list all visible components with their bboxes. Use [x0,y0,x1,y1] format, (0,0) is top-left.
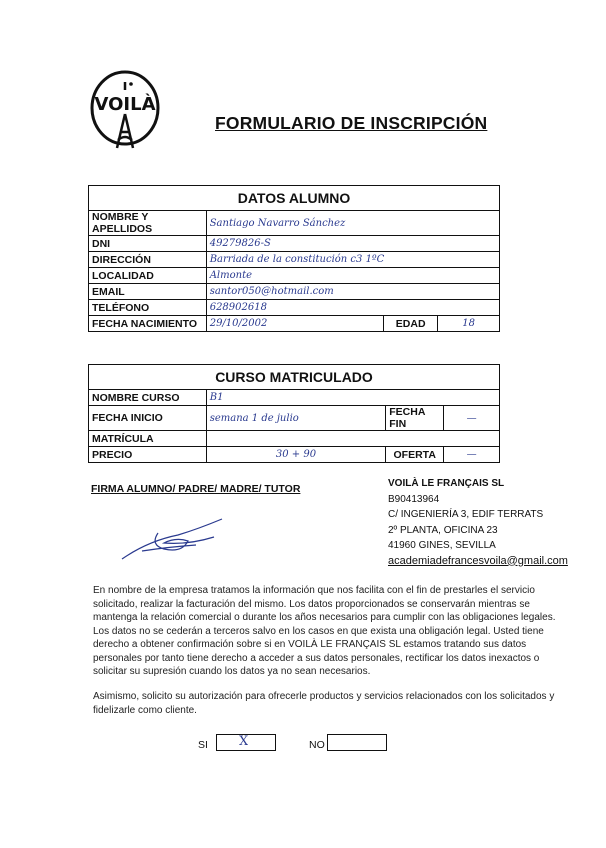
student-section-heading: DATOS ALUMNO [89,186,500,211]
field-value-dni[interactable]: 49279826-S [206,236,499,252]
privacy-paragraph: En nombre de la empresa tratamos la información que nos facilita con el fin de prestarles el servicio solicitado, realizar la facturación del mismo. Los datos proporcionados se conservarán mientras se mantenga la relación comercial o durante los años necesarios para cumplir con las obligaciones legales. Los datos no se cederán a terceros salvo en los casos en que exista una obligación legal. Usted tiene derecho a obtener confirmación sobre si en VOILÀ LE FRANÇAIS SL estamos tratando sus datos personales por tanto tiene derecho a acceder a sus datos personales, rectificar los datos inexactos o solicitar su supresión cuando los datos ya no sean necesarios. [93,585,556,677]
field-label-fecha-inicio: FECHA INICIO [89,406,207,431]
field-value-nombre[interactable]: Santiago Navarro Sánchez [206,211,499,236]
field-label-direccion: DIRECCIÓN [89,252,207,268]
consent-no-checkbox[interactable] [327,734,387,751]
field-label-fecha-fin: FECHA FIN [386,406,444,431]
company-address-2: 2º PLANTA, OFICINA 23 [388,524,498,536]
field-label-nombre: NOMBRE Y APELLIDOS [89,211,207,236]
field-value-localidad[interactable]: Almonte [206,268,499,284]
field-value-email[interactable]: santor050@hotmail.com [206,284,499,300]
field-value-telefono[interactable]: 628902618 [206,300,499,316]
student-data-table [88,185,500,332]
handwritten-signature[interactable] [118,515,230,563]
course-table [88,364,500,463]
field-label-dni: DNI [89,236,207,252]
field-value-edad[interactable]: 18 [438,316,500,332]
field-label-nombre-curso: NOMBRE CURSO [89,390,207,406]
field-value-nombre-curso[interactable]: B1 [206,390,499,406]
logo-text: VOILÀ [94,94,156,115]
company-email[interactable]: academiadefrancesvoila@gmail.com [388,554,568,567]
consent-yes-checkbox[interactable] [216,734,276,751]
field-label-precio: PRECIO [89,447,207,463]
field-label-oferta: OFERTA [386,447,444,463]
course-section-heading: CURSO MATRICULADO [89,365,500,390]
company-cif: B90413964 [388,493,440,505]
field-value-oferta[interactable]: — [444,447,500,463]
consent-yes-mark: X [239,734,249,749]
company-address-1: C/ INGENIERÍA 3, EDIF TERRATS [388,509,544,520]
field-label-matricula: MATRÍCULA [89,431,207,447]
field-label-fecha-nacimiento: FECHA NACIMIENTO [89,316,207,332]
consent-no-label: NO [309,739,325,751]
field-value-fecha-nacimiento[interactable]: 29/10/2002 [206,316,384,332]
page-title: FORMULARIO DE INSCRIPCIÓN [215,113,488,133]
company-name: VOILÀ LE FRANÇAIS SL [388,478,505,489]
authorization-paragraph: Asimismo, solicito su autorización para ofrecerle productos y servicios relacionados con los solicitados y fidelizarle como cliente. [93,691,555,716]
consent-yes-label: SI [198,739,208,751]
field-label-edad: EDAD [384,316,438,332]
field-label-email: EMAIL [89,284,207,300]
field-value-precio[interactable]: 30 + 90 [206,447,386,463]
signature-label: FIRMA ALUMNO/ PADRE/ MADRE/ TUTOR [91,483,301,495]
field-value-fecha-inicio[interactable]: semana 1 de julio [206,406,386,431]
field-label-localidad: LOCALIDAD [89,268,207,284]
field-value-matricula[interactable] [206,431,499,447]
voila-logo [87,68,167,156]
field-value-direccion[interactable]: Barriada de la constitución c3 1ºC [206,252,499,268]
company-info [388,476,568,569]
company-city: 41960 GINES, SEVILLA [388,540,496,551]
field-label-telefono: TELÉFONO [89,300,207,316]
field-value-fecha-fin[interactable]: — [444,406,500,431]
